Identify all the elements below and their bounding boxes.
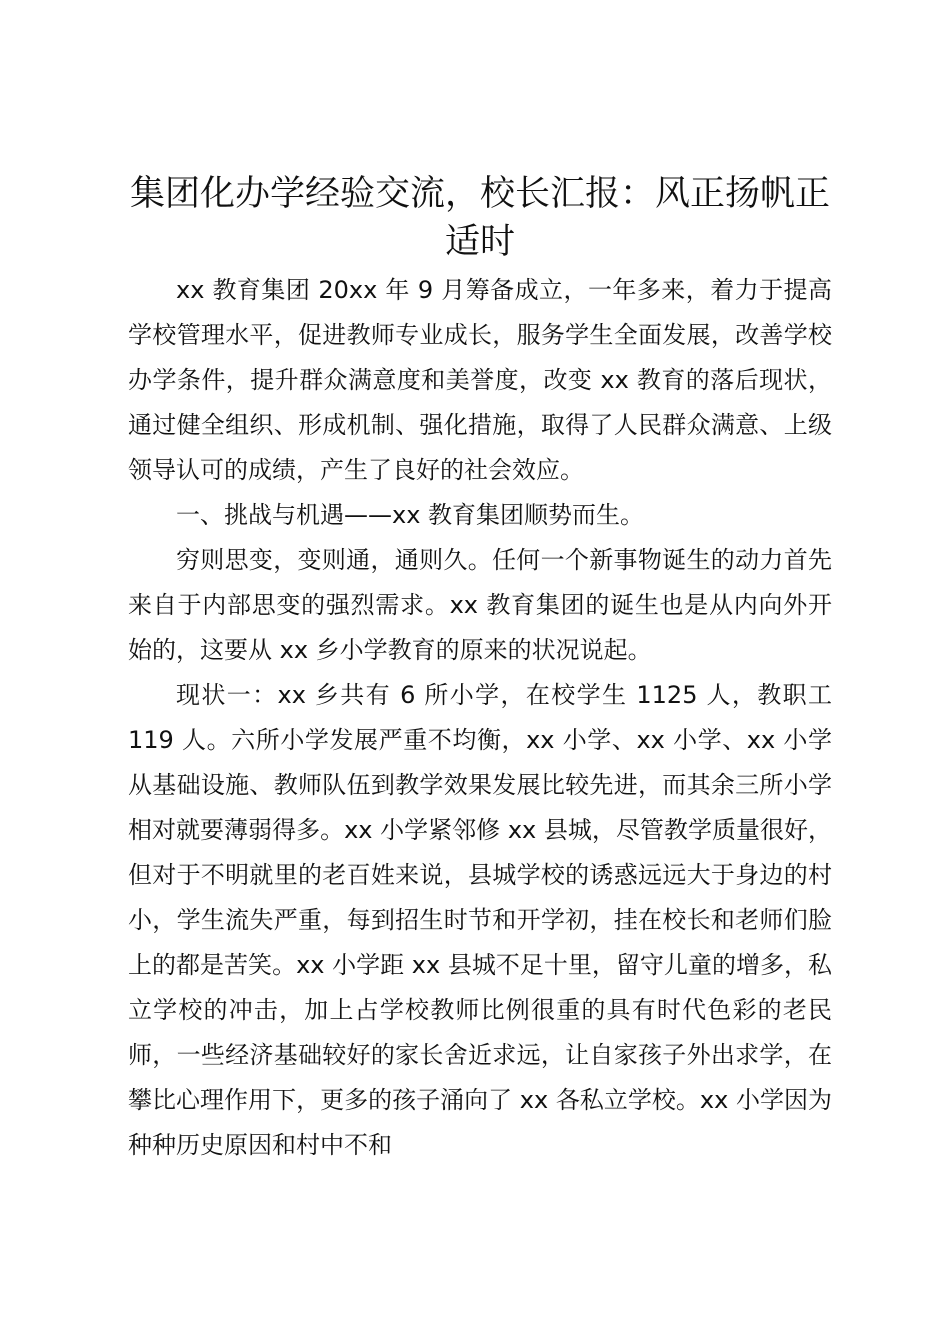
section-heading: 一、挑战与机遇——xx 教育集团顺势而生。 bbox=[176, 501, 645, 529]
document-page bbox=[128, 170, 832, 1168]
body-paragraph: 现状一：xx 乡共有 6 所小学，在校学生 1125 人，教职工 119 人。六所小学发展严重不均衡，xx 小学、xx 小学、xx 小学从基础设施、教师队伍到教学效果发展比较先进，而其余三所小学相对就要薄弱得多。xx 小学紧邻修 xx 县城，尽管教学质量很好，但对于不明就里的老百姓来说，县城学校的诱惑远远大于身边的村小，学生流失严重，每到招生时节和开学初，挂在校长和老师们脸上的都是苦笑。xx 小学距 xx 县城不足十里，留守儿童的增多，私立学校的冲击，加上占学校教师比例很重的具有时代色彩的老民师，一些经济基础较好的家长舍近求远，让自家孩子外出求学，在攀比心理作用下，更多的孩子涌向了 xx 各私立学校。xx 小学因为种种历史原因和村中不和 bbox=[128, 681, 832, 1159]
body-paragraph: 穷则思变，变则通，通则久。任何一个新事物诞生的动力首先来自于内部思变的强烈需求。xx 教育集团的诞生也是从内向外开始的，这要从 xx 乡小学教育的原来的状况说起。 bbox=[128, 546, 832, 664]
document-title: 集团化办学经验交流，校长汇报：风正扬帆正适时 bbox=[129, 174, 830, 262]
intro-paragraph: xx 教育集团 20xx 年 9 月筹备成立，一年多来，着力于提高学校管理水平，促进教师专业成长，服务学生全面发展，改善学校办学条件，提升群众满意度和美誉度，改变 xx 教育的落后现状，通过健全组织、形成机制、强化措施，取得了人民群众满意、上级领导认可的成绩，产生了良好的社会效应。 bbox=[128, 276, 832, 484]
